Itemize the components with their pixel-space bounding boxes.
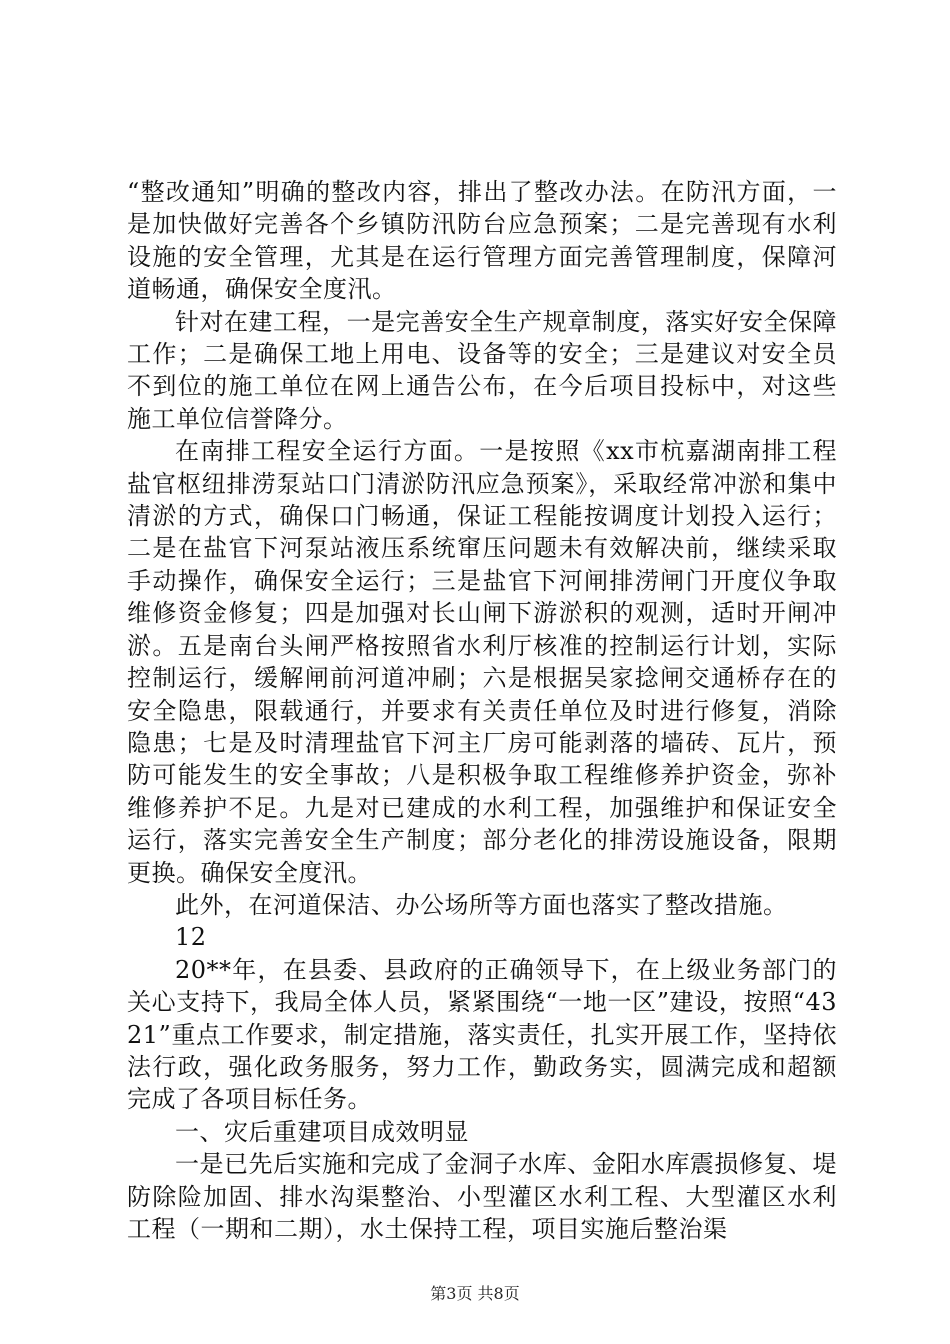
document-body: [127, 176, 837, 1245]
paragraph-south-drainage: 在南排工程安全运行方面。一是按照《xx市杭嘉湖南排工程盐官枢纽排涝泵站口门清淤防汛应急预案》，采取经常冲淤和集中清淤的方式，确保口门畅通，保证工程能按调度计划投入运行；二是在盐官下河泵站液压系统窜压问题未有效解决前，继续采取手动操作，确保安全运行；三是盐官下河闸排涝闸门开度仪争取维修资金修复；四是加强对长山闸下游淤积的观测，适时开闸冲淤。五是南台头闸严格按照省水利厅核准的控制运行计划，实际控制运行，缓解闸前河道冲刷；六是根据吴家捻闸交通桥存在的安全隐患，限载通行，并要求有关责任单位及时进行修复，消除隐患；七是及时清理盐官下河主厂房可能剥落的墙砖、瓦片，预防可能发生的安全事故；八是积极争取工程维修养护资金，弥补维修养护不足。九是对已建成的水利工程，加强维护和保证安全运行，落实完善安全生产制度；部分老化的排涝设施设备，限期更换。确保安全度汛。: [127, 437, 837, 887]
page-footer: [0, 1284, 950, 1304]
paragraph-construction-projects: 针对在建工程，一是完善安全生产规章制度，落实好安全保障工作；二是确保工地上用电、设备等的安全；三是建议对安全员不到位的施工单位在网上通告公布，在今后项目投标中，对这些施工单位信誉降分。: [127, 307, 837, 433]
paragraph-annual-summary: 20**年，在县委、县政府的正确领导下，在上级业务部门的关心支持下，我局全体人员，紧紧围绕“一地一区”建设，按照“4321”重点工作要求，制定措施，落实责任，扎实开展工作，坚持依法行政，强化政务服务，努力工作，勤政务实，圆满完成和超额完成了各项目标任务。: [127, 955, 837, 1114]
paragraph-flood-control: “整改通知”明确的整改内容，排出了整改办法。在防汛方面，一是加快做好完善各个乡镇防汛防台应急预案；二是完善现有水利设施的安全管理，尤其是在运行管理方面完善管理制度，保障河道畅通，确保安全度汛。: [127, 178, 837, 304]
paragraph-reconstruction: 一是已先后实施和完成了金洞子水库、金阳水库震损修复、堤防除险加固、排水沟渠整治、小型灌区水利工程、大型灌区水利工程（一期和二期），水土保持工程，项目实施后整治渠: [127, 1150, 837, 1243]
section-heading: 一、灾后重建项目成效明显: [175, 1117, 469, 1146]
page-number-label: 第3页 共8页: [430, 1284, 520, 1303]
paragraph-other-measures: 此外，在河道保洁、办公场所等方面也落实了整改措施。: [175, 890, 788, 919]
paragraph-number: 12: [175, 923, 207, 952]
